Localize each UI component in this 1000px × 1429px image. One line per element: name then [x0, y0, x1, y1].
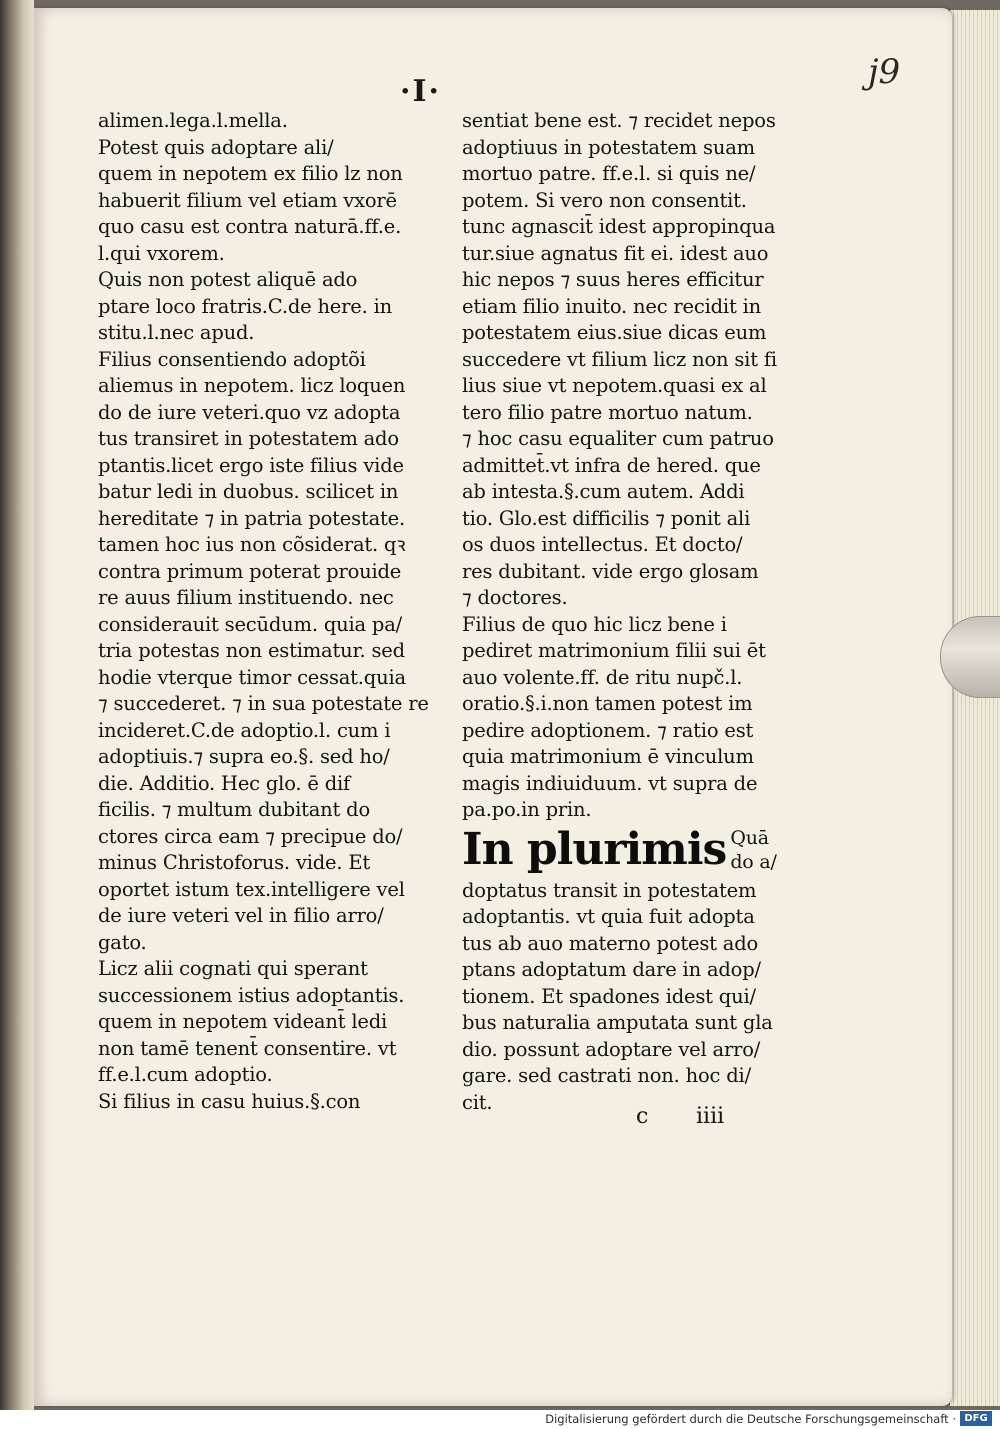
text-line: oportet istum tex.intelligere vel	[98, 877, 405, 901]
text-line: contra primum poterat prouide	[98, 559, 402, 583]
text-line: ctores circa eam ⁊ precipue do/	[98, 824, 403, 848]
text-line: stitu.l.nec apud.	[98, 321, 255, 344]
text-line: auo volente.ff. de ritu nupč.l.	[462, 665, 743, 689]
text-line: lius siue vt nepotem.quasi ex al	[462, 374, 767, 397]
text-line: adoptantis. vt quia fuit adopta	[462, 905, 755, 928]
text-line: non tamē tenent̄ consentire. vt	[98, 1036, 397, 1060]
folio-number: j9	[868, 52, 901, 92]
rubric-side-line-1: Quā	[730, 826, 769, 849]
left-text-column	[98, 108, 428, 1115]
text-line: etiam filio inuito. nec recidit in	[462, 294, 762, 318]
text-line: quem in nepotem ex filio lz non	[98, 162, 403, 185]
text-line: magis indiuiduum. vt supra de	[462, 771, 758, 795]
text-line: quo casu est contra naturā.ff.e.	[98, 215, 402, 238]
funding-credit: Digitalisierung gefördert durch die Deutsche Forschungsgemeinschaft ·	[545, 1412, 956, 1426]
text-line: os duos intellectus. Et docto/	[462, 533, 743, 556]
text-line: pa.po.in prin.	[462, 798, 592, 821]
text-line: pedire adoptionem. ⁊ ratio est	[462, 718, 754, 742]
text-line: pediret matrimonium filii sui ēt	[462, 639, 766, 662]
text-line: ptantis.licet ergo iste filius vide	[98, 453, 404, 477]
right-text-column	[462, 108, 780, 1116]
text-line: Si filius in casu huius.§.con	[98, 1089, 361, 1113]
text-line: Quis non potest aliquē ado	[98, 268, 358, 291]
text-line: alimen.lega.l.mella.	[98, 109, 288, 132]
text-line: do de iure veteri.quo vz adopta	[98, 400, 401, 424]
text-line: ff.e.l.cum adoptio.	[98, 1063, 273, 1086]
previous-page-text-fragment	[2, 120, 28, 1120]
text-line: Potest quis adoptare ali/	[98, 135, 334, 159]
text-line: bus naturalia amputata sunt gla	[462, 1011, 773, 1034]
text-line: tria potestas non estimatur. sed	[98, 639, 405, 662]
text-line: doptatus transit in potestatem	[462, 878, 757, 902]
text-line: potem. Si vero non consentit.	[462, 188, 747, 212]
rubric-heading	[462, 823, 780, 878]
previous-page-edge	[0, 0, 34, 1410]
text-line: tionem. Et spadones idest qui/	[462, 984, 756, 1008]
text-line: ficilis. ⁊ multum dubitant do	[98, 798, 370, 821]
text-line: res dubitant. vide ergo glosam	[462, 559, 759, 583]
text-line: ptare loco fratris.C.de here. in	[98, 294, 393, 318]
text-line: batur ledi in duobus. scilicet in	[98, 480, 399, 503]
text-line: sentiat bene est. ⁊ recidet nepos	[462, 109, 776, 132]
text-line: tur.siue agnatus fit ei. idest auo	[462, 241, 769, 265]
page-stack-edge	[950, 10, 1000, 1406]
rubric-word: In plurimis	[462, 823, 727, 875]
text-line: successionem istius adoptantis.	[98, 983, 405, 1007]
text-line: de iure veteri vel in filio arro/	[98, 904, 384, 927]
text-line: ab intesta.§.cum autem. Addi	[462, 480, 745, 503]
text-line: ptans adoptatum dare in adop/	[462, 958, 761, 981]
text-line: habuerit filium vel etiam vxorē	[98, 188, 397, 212]
text-line: re auus filium instituendo. nec	[98, 586, 394, 609]
text-line: hereditate ⁊ in patria potestate.	[98, 506, 405, 530]
text-line: minus Christoforus. vide. Et	[98, 851, 371, 874]
dfg-logo: DFG	[960, 1411, 992, 1426]
rubric-side-text	[730, 826, 776, 874]
text-line: gare. sed castrati non. hoc di/	[462, 1064, 751, 1087]
text-line: l.qui vxorem.	[98, 241, 225, 265]
text-line: considerauit secūdum. quia pa/	[98, 612, 403, 636]
text-line: tus transiret in potestatem ado	[98, 427, 399, 450]
text-line: incideret.C.de adoptio.l. cum i	[98, 718, 391, 742]
text-line: tero filio patre mortuo natum.	[462, 400, 753, 424]
text-line: adoptiuus in potestatem suam	[462, 135, 755, 159]
text-line: tio. Glo.est difficilis ⁊ ponit ali	[462, 506, 751, 530]
text-line: ⁊ succederet. ⁊ in sua potestate re	[98, 692, 429, 715]
text-line: Licz alii cognati qui sperant	[98, 957, 368, 980]
text-line: succedere vt filium licz non sit fi	[462, 347, 777, 371]
text-line: die. Additio. Hec glo. ē dif	[98, 771, 351, 795]
text-line: admittet̄.vt infra de hered. que	[462, 453, 761, 477]
right-column-bottom-text	[462, 878, 780, 1117]
text-line: tunc agnascit̄ idest appropinqua	[462, 215, 776, 238]
text-line: mortuo patre. ff.e.l. si quis ne/	[462, 162, 756, 185]
right-column-top-text	[462, 108, 780, 824]
text-line: gato.	[98, 930, 147, 954]
text-line: ⁊ doctores.	[462, 586, 568, 609]
signature-letter: c	[636, 1104, 649, 1129]
text-line: Filius de quo hic licz bene i	[462, 612, 727, 636]
text-line: dio. possunt adoptare vel arro/	[462, 1037, 761, 1061]
text-line: quia matrimonium ē vinculum	[462, 745, 754, 768]
text-line: quem in nepotem videant̄ ledi	[98, 1010, 388, 1033]
text-line: ⁊ hoc casu equaliter cum patruo	[462, 427, 774, 450]
text-line: oratio.§.i.non tamen potest im	[462, 692, 753, 715]
text-line: cit.	[462, 1090, 493, 1114]
text-line: adoptiuis.⁊ supra eo.§. sed ho/	[98, 745, 390, 768]
text-line: tamen hoc ius non cõsiderat. qꝛ	[98, 533, 406, 556]
signature-numeral: iiii	[696, 1104, 725, 1129]
text-line: hodie vterque timor cessat.quia	[98, 665, 406, 689]
text-line: hic nepos ⁊ suus heres efficitur	[462, 268, 764, 291]
text-line: potestatem eius.siue dicas eum	[462, 321, 767, 344]
rubric-side-line-2: do a/	[730, 850, 777, 873]
text-line: Filius consentiendo adoptõi	[98, 347, 366, 371]
text-line: aliemus in nepotem. licz loquen	[98, 374, 406, 397]
running-header-mark: ·I·	[400, 74, 441, 109]
text-line: tus ab auo materno potest ado	[462, 931, 759, 955]
